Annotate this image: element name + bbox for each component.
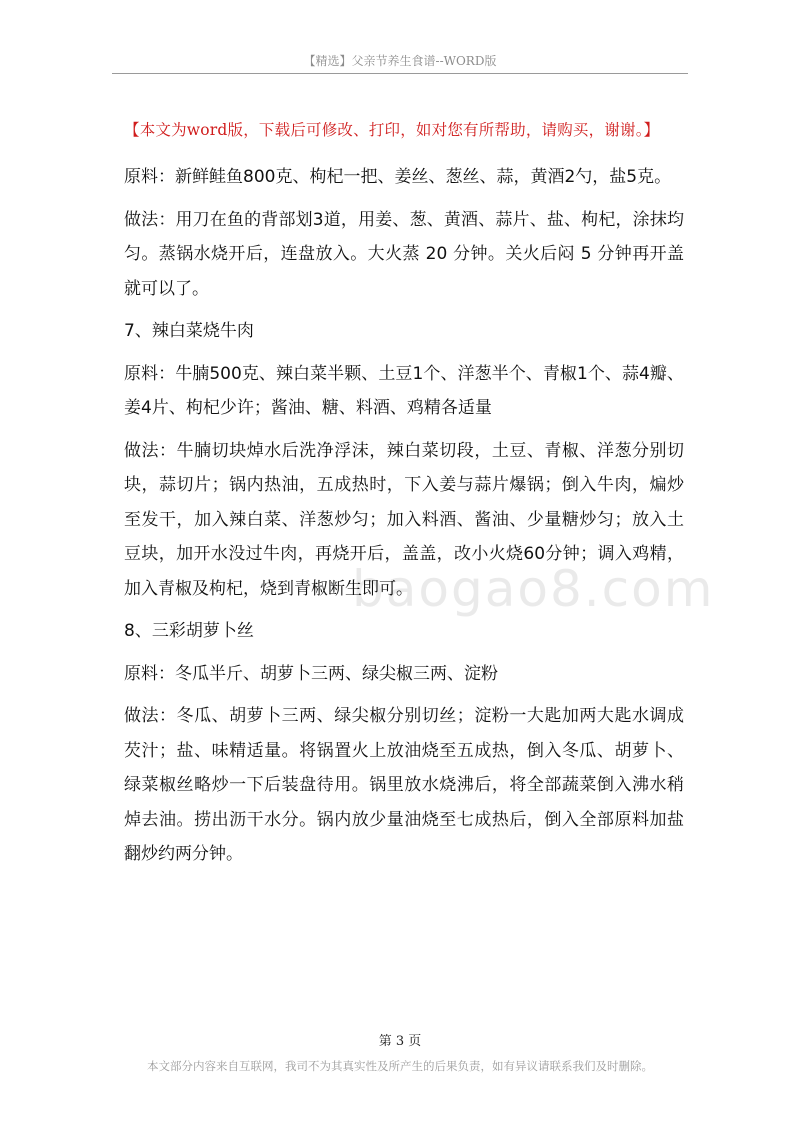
recipe-7-title: 7、辣白菜烧牛肉	[124, 321, 254, 341]
page-number: 第 3 页	[378, 1034, 422, 1049]
recipe-7-method: 做法：牛腩切块焯水后洗净浮沫，辣白菜切段，土豆、青椒、洋葱分别切块，蒜切片；锅内热油，五成热时，下入姜与蒜片爆锅；倒入牛肉，煸炒至发干，加入辣白菜、洋葱炒匀；加入料酒、酱油、少量糖炒匀；放入土豆块，加开水没过牛肉，再烧开后，盖盖，改小火烧60分钟；调入鸡精，加入青椒及枸杞，烧到青椒断生即可。	[124, 440, 684, 599]
salmon-method: 做法：用刀在鱼的背部划3道，用姜、葱、黄酒、蒜片、盐、枸杞，涂抹均匀。蒸锅水烧开后，连盘放入。大火蒸 20 分钟。关火后闷 5 分钟再开盖就可以了。	[124, 209, 684, 299]
document-body	[124, 160, 684, 880]
header-divider	[112, 73, 688, 74]
salmon-ingredients: 原料：新鲜鲑鱼800克、枸杞一把、姜丝、葱丝、蒜，黄酒2勺，盐5克。	[124, 167, 672, 187]
recipe-8-method: 做法：冬瓜、胡萝卜三两、绿尖椒分别切丝；淀粉一大匙加两大匙水调成芡汁；盐、味精适量。将锅置火上放油烧至五成热，倒入冬瓜、胡萝卜、绿菜椒丝略炒一下后装盘待用。锅里放水烧沸后，将全部蔬菜倒入沸水稍焯去油。捞出沥干水分。锅内放少量油烧至七成热后，倒入全部原料加盐翻炒约两分钟。	[124, 706, 684, 864]
watermark: baogao8.com	[352, 560, 715, 618]
recipe-7-ingredients: 原料：牛腩500克、辣白菜半颗、土豆1个、洋葱半个、青椒1个、蒜4瓣、姜4片、枸杞少许；酱油、糖、料酒、鸡精各适量	[124, 363, 684, 418]
footer-disclaimer: 本文部分内容来自互联网，我司不为其真实性及所产生的后果负责，如有异议请联系我们及时删除。	[147, 1059, 653, 1073]
recipe-8-title: 8、三彩胡萝卜丝	[124, 621, 254, 641]
notice-text: 【本文为word版，下载后可修改、打印，如对您有所帮助，请购买，谢谢。】	[124, 121, 660, 139]
recipe-8-ingredients: 原料：冬瓜半斤、胡萝卜三两、绿尖椒三两、淀粉	[124, 663, 498, 684]
page-header: 【精选】父亲节养生食谱--WORD版	[303, 54, 497, 68]
